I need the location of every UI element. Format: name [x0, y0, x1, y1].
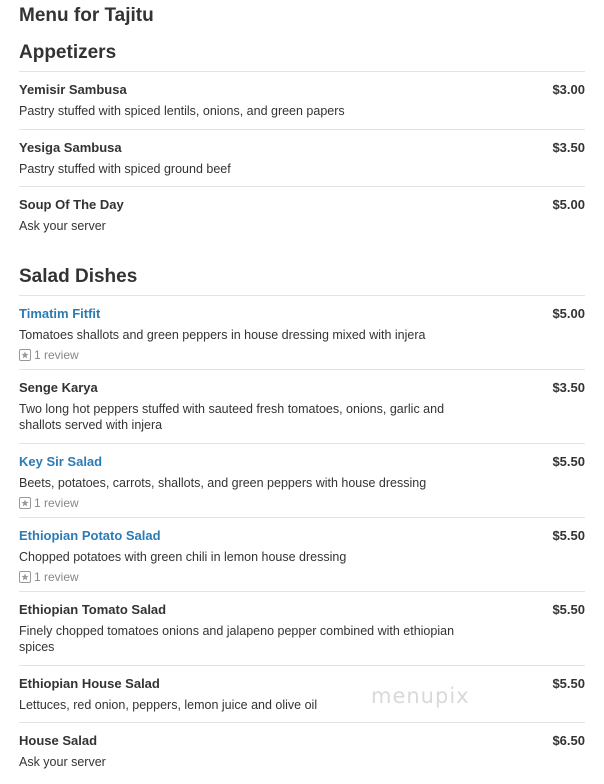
item-name: Soup Of The Day: [19, 197, 124, 212]
item-price: $5.00: [552, 306, 585, 321]
menu-item: [19, 71, 585, 129]
item-description: Beets, potatoes, carrots, shallots, and green peppers with house dressing: [19, 476, 427, 490]
star-icon: [19, 349, 31, 361]
item-price: $3.50: [552, 380, 585, 395]
item-description: Tomatoes shallots and green peppers in house dressing mixed with injera: [19, 328, 426, 342]
item-name-link[interactable]: Ethiopian Potato Salad: [19, 528, 161, 543]
item-price: $5.50: [552, 676, 585, 691]
item-price: $3.00: [552, 82, 585, 97]
item-name-link[interactable]: Timatim Fitfit: [19, 306, 101, 321]
item-description: Chopped potatoes with green chili in lemon house dressing: [19, 550, 347, 564]
item-price: $3.50: [552, 140, 585, 155]
menu-item: [19, 443, 585, 517]
menu-item: [19, 665, 585, 722]
item-description: Ask your server: [19, 219, 106, 233]
section-title-salad-dishes: Salad Dishes: [19, 266, 138, 287]
section-title-appetizers: Appetizers: [19, 42, 117, 63]
menu-item: [19, 186, 585, 244]
review-link[interactable]: [19, 570, 79, 584]
watermark-logo: menupix: [371, 684, 470, 708]
item-description: Two long hot peppers stuffed with sauteed fresh tomatoes, onions, garlic and shallots served with injera: [19, 402, 445, 432]
star-icon: [19, 497, 31, 509]
item-name: Senge Karya: [19, 380, 98, 395]
item-description: Pastry stuffed with spiced lentils, onions, and green papers: [19, 104, 345, 118]
menu-item: [19, 369, 585, 443]
review-link[interactable]: [19, 496, 79, 510]
menu-item: [19, 591, 585, 665]
item-name: Yesiga Sambusa: [19, 140, 122, 155]
item-name: Yemisir Sambusa: [19, 82, 127, 97]
item-name: House Salad: [19, 733, 98, 748]
item-name: Ethiopian House Salad: [19, 676, 160, 691]
review-count: 1 review: [34, 348, 79, 362]
menu-item: [19, 129, 585, 186]
menu-item: [19, 295, 585, 369]
item-description: Lettuces, red onion, peppers, lemon juice and olive oil: [19, 698, 318, 712]
item-price: $5.50: [552, 528, 585, 543]
item-price: $5.50: [552, 602, 585, 617]
review-count: 1 review: [34, 496, 79, 510]
review-count: 1 review: [34, 570, 79, 584]
item-price: $5.50: [552, 454, 585, 469]
review-link[interactable]: [19, 348, 79, 362]
item-description: Pastry stuffed with spiced ground beef: [19, 162, 231, 176]
item-price: $5.00: [552, 197, 585, 212]
item-description: Ask your server: [19, 755, 106, 769]
star-icon: [19, 571, 31, 583]
menu-item: [19, 517, 585, 591]
item-name: Ethiopian Tomato Salad: [19, 602, 167, 617]
page-title: Menu for Tajitu: [19, 5, 154, 26]
item-description: Finely chopped tomatoes onions and jalapeno pepper combined with ethiopian spices: [19, 624, 455, 654]
item-price: $6.50: [552, 733, 585, 748]
menu-item: [19, 722, 585, 784]
item-name-link[interactable]: Key Sir Salad: [19, 454, 103, 469]
